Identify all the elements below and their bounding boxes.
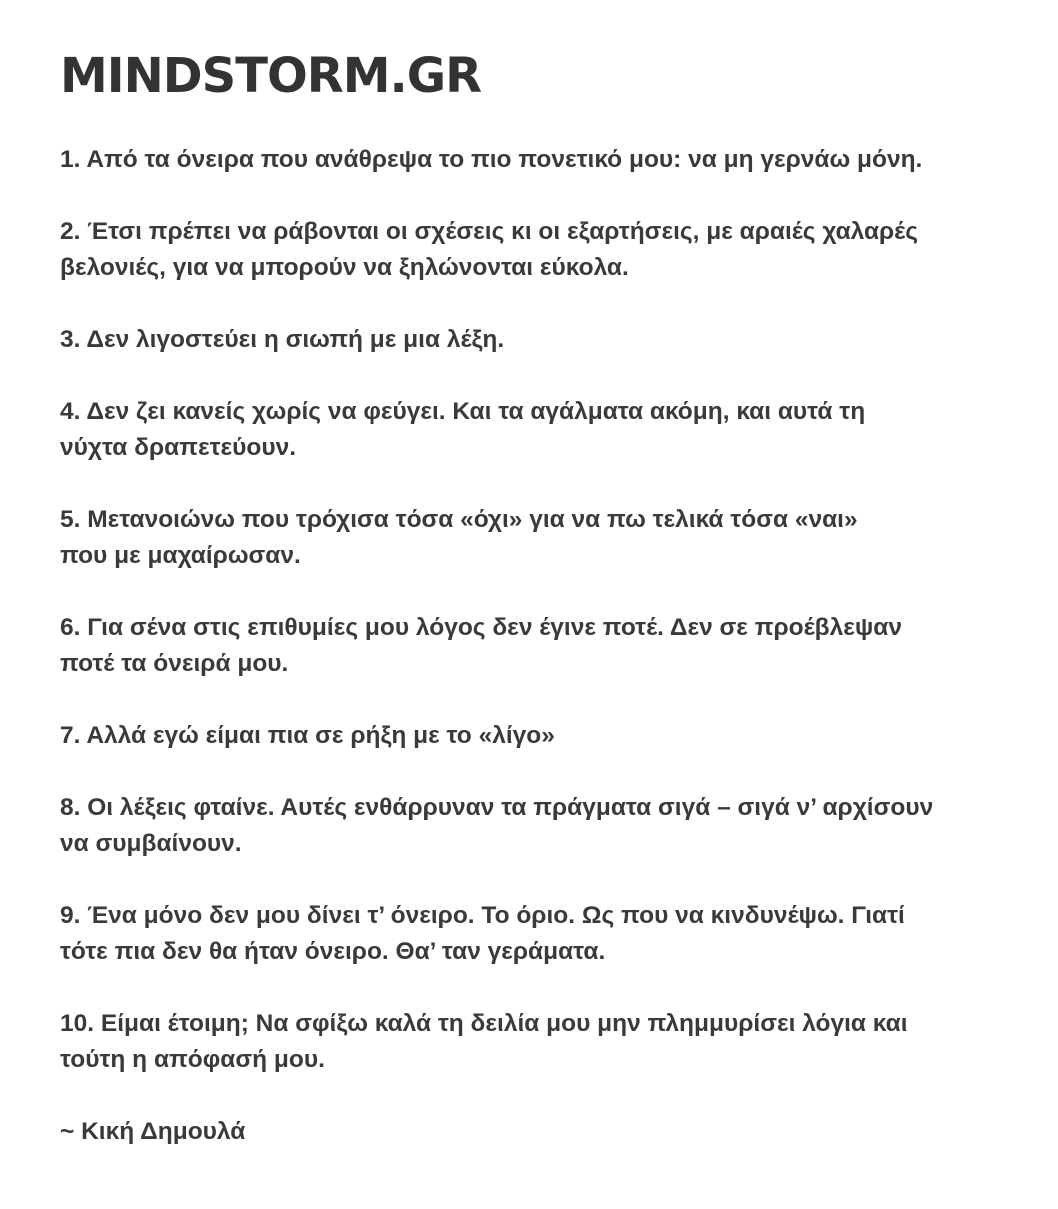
document-page <box>60 44 1035 1150</box>
quote-item: 9. Ένα μόνο δεν μου δίνει τ’ όνειρο. Το όριο. Ως που να κινδυνέψω. Γιατί τότε πια δεν θα ήταν όνειρο. Θα’ ταν γεράματα. <box>60 902 905 965</box>
quote-item: 2. Έτσι πρέπει να ράβονται οι σχέσεις κι οι εξαρτήσεις, με αραιές χαλαρές βελονιές, για να μπορούν να ξηλώνονται εύκολα. <box>60 218 918 281</box>
quote-item: 7. Αλλά εγώ είμαι πια σε ρήξη με το «λίγο» <box>60 722 555 749</box>
quote-item: 3. Δεν λιγοστεύει η σιωπή με μια λέξη. <box>60 326 505 353</box>
quote-item: 6. Για σένα στις επιθυμίες μου λόγος δεν έγινε ποτέ. Δεν σε προέβλεψαν ποτέ τα όνειρά μου. <box>60 614 902 677</box>
quote-item: 10. Είμαι έτοιμη; Να σφίξω καλά τη δειλία μου μην πλημμυρίσει λόγια και τούτη η απόφασή μου. <box>60 1010 908 1073</box>
quote-item: 1. Από τα όνειρα που ανάθρεψα το πιο πονετικό μου: να μη γερνάω μόνη. <box>60 146 923 173</box>
quote-list <box>60 142 1035 1078</box>
quote-item: 8. Οι λέξεις φταίνε. Αυτές ενθάρρυναν τα πράγματα σιγά – σιγά ν’ αρχίσουν να συμβαίνουν. <box>60 794 934 857</box>
site-brand-title: MINDSTORM.GR <box>60 48 482 104</box>
author-signature: ~ Κική Δημουλά <box>60 1118 246 1145</box>
quote-item: 4. Δεν ζει κανείς χωρίς να φεύγει. Και τα αγάλματα ακόμη, και αυτά τη νύχτα δραπετεύουν. <box>60 398 866 461</box>
quote-item: 5. Μετανοιώνω που τρόχισα τόσα «όχι» για να πω τελικά τόσα «ναι» που με μαχαίρωσαν. <box>60 506 858 569</box>
